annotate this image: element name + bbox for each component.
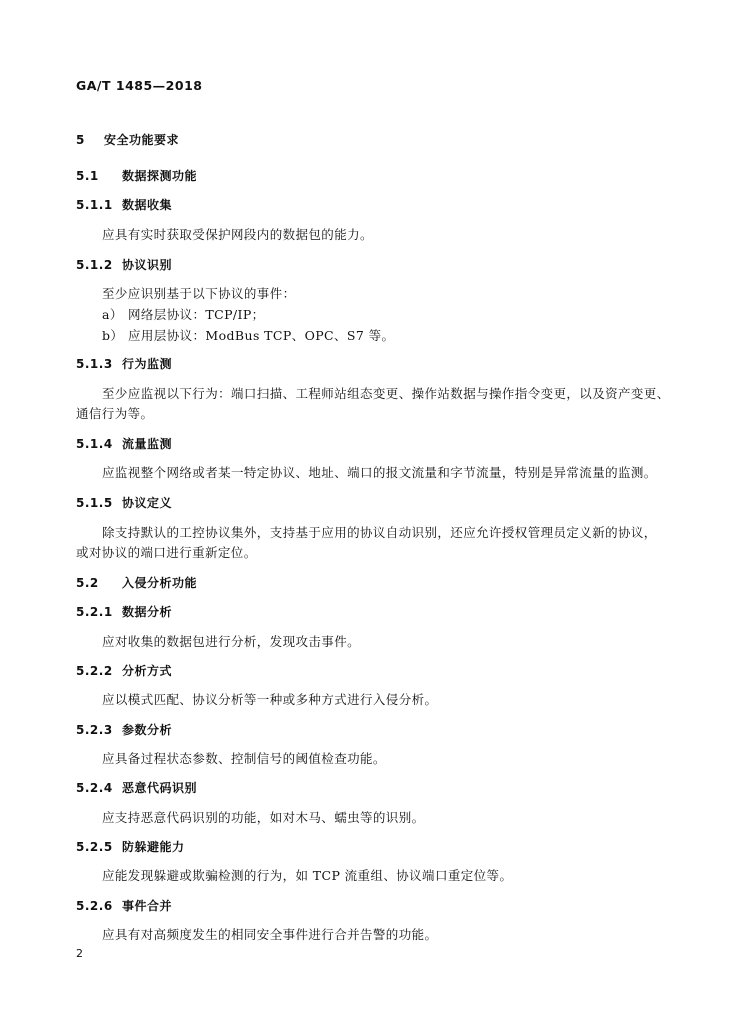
section-heading-5-2-6: 5.2.6 事件合并 [76, 899, 173, 913]
paragraph-5-2-2: 应以模式匹配、协议分析等一种或多种方式进行入侵分析。 [102, 692, 438, 707]
section-heading-5: 5 安全功能要求 [76, 133, 180, 147]
paragraph-5-1-3-line1: 至少应监视以下行为：端口扫描、工程师站组态变更、操作站数据与操作指令变更，以及资产变更、 [102, 386, 670, 401]
paragraph-5-1-3-line2: 通信行为等。 [76, 406, 154, 421]
paragraph-5-2-1: 应对收集的数据包进行分析，发现攻击事件。 [102, 634, 361, 649]
paragraph-5-2-3: 应具备过程状态参数、控制信号的阈值检查功能。 [102, 751, 386, 766]
paragraph-5-1-2-intro: 至少应识别基于以下协议的事件： [102, 286, 296, 301]
section-heading-5-1-2: 5.1.2 协议识别 [76, 258, 173, 272]
standard-code-header: GA/T 1485—2018 [76, 78, 203, 93]
section-heading-5-2-1: 5.2.1 数据分析 [76, 605, 173, 619]
list-item-b: b） 应用层协议：ModBus TCP、OPC、S7 等。 [102, 328, 395, 343]
section-heading-5-2-5: 5.2.5 防躲避能力 [76, 840, 185, 854]
list-item-a: a） 网络层协议：TCP/IP； [102, 307, 265, 322]
page-number: 2 [76, 947, 83, 960]
paragraph-5-1-5-line1: 除支持默认的工控协议集外，支持基于应用的协议自动识别，还应允许授权管理员定义新的协议， [102, 525, 657, 540]
section-heading-5-2-2: 5.2.2 分析方式 [76, 664, 173, 678]
paragraph-5-2-5: 应能发现躲避或欺骗检测的行为，如 TCP 流重组、协议端口重定位等。 [102, 868, 513, 883]
section-heading-5-1-3: 5.1.3 行为监测 [76, 357, 173, 371]
paragraph-5-2-4: 应支持恶意代码识别的功能，如对木马、蠕虫等的识别。 [102, 810, 425, 825]
section-heading-5-1-4: 5.1.4 流量监测 [76, 437, 173, 451]
paragraph-5-2-6: 应具有对高频度发生的相同安全事件进行合并告警的功能。 [102, 927, 438, 942]
paragraph-5-1-5-line2: 或对协议的端口进行重新定位。 [76, 545, 257, 560]
section-heading-5-1-5: 5.1.5 协议定义 [76, 496, 173, 510]
section-heading-5-1: 5.1 数据探测功能 [76, 169, 198, 183]
section-heading-5-2: 5.2 入侵分析功能 [76, 576, 198, 590]
paragraph-5-1-4: 应监视整个网络或者某一特定协议、地址、端口的报文流量和字节流量，特别是异常流量的监测。 [102, 465, 657, 480]
section-heading-5-2-4: 5.2.4 恶意代码识别 [76, 781, 198, 795]
paragraph-5-1-1: 应具有实时获取受保护网段内的数据包的能力。 [102, 227, 373, 242]
section-heading-5-1-1: 5.1.1 数据收集 [76, 198, 173, 212]
section-heading-5-2-3: 5.2.3 参数分析 [76, 723, 173, 737]
